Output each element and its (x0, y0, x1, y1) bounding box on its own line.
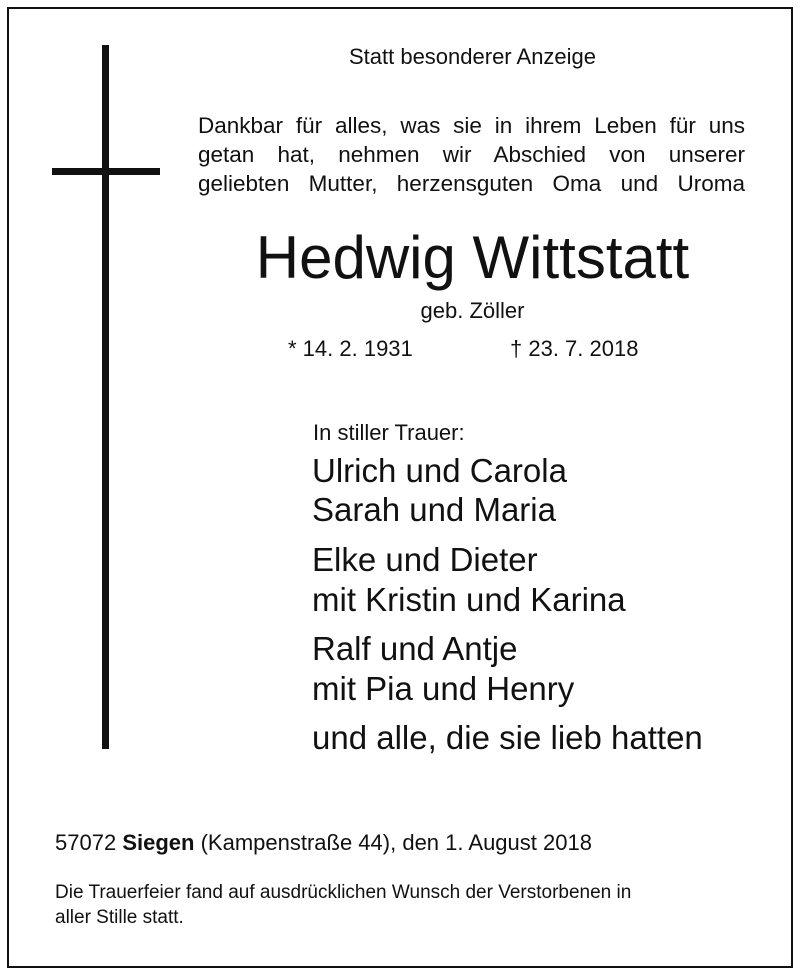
intro-line: getan hat, nehmen wir Abschied von unserer (198, 142, 745, 167)
note-line: aller Stille statt. (55, 907, 184, 928)
death-date: † 23. 7. 2018 (510, 336, 639, 361)
postcode: 57072 (55, 830, 117, 855)
deceased-name: Hedwig Wittstatt (255, 224, 690, 291)
city: Siegen (122, 830, 195, 855)
address-rest: (Kampenstraße 44), den 1. August 2018 (200, 830, 592, 855)
family-line: Ralf und Antje (312, 630, 518, 667)
mourning-label: In stiller Trauer: (313, 420, 465, 445)
address-line (55, 830, 592, 856)
family-line: Elke und Dieter (312, 541, 538, 578)
cross-vertical-bar (102, 45, 109, 749)
family-line: Sarah und Maria (312, 491, 556, 528)
notice-header: Statt besonderer Anzeige (348, 44, 597, 69)
funeral-note (55, 880, 755, 930)
family-line: und alle, die sie lieb hatten (312, 719, 703, 756)
note-line: Die Trauerfeier fand auf ausdrücklichen Wunsch der Verstorbenen in (55, 882, 632, 903)
family-line: mit Kristin und Karina (312, 581, 626, 618)
family-line: Ulrich und Carola (312, 452, 567, 489)
family-line: mit Pia und Henry (312, 670, 575, 707)
intro-line: Dankbar für alles, was sie in ihrem Leben für uns (198, 113, 745, 138)
maiden-name: geb. Zöller (420, 298, 525, 323)
cross-horizontal-bar (52, 168, 160, 175)
intro-line: geliebten Mutter, herzensguten Oma und Uroma (198, 171, 745, 196)
birth-date: * 14. 2. 1931 (288, 336, 413, 361)
intro-text (198, 111, 745, 198)
